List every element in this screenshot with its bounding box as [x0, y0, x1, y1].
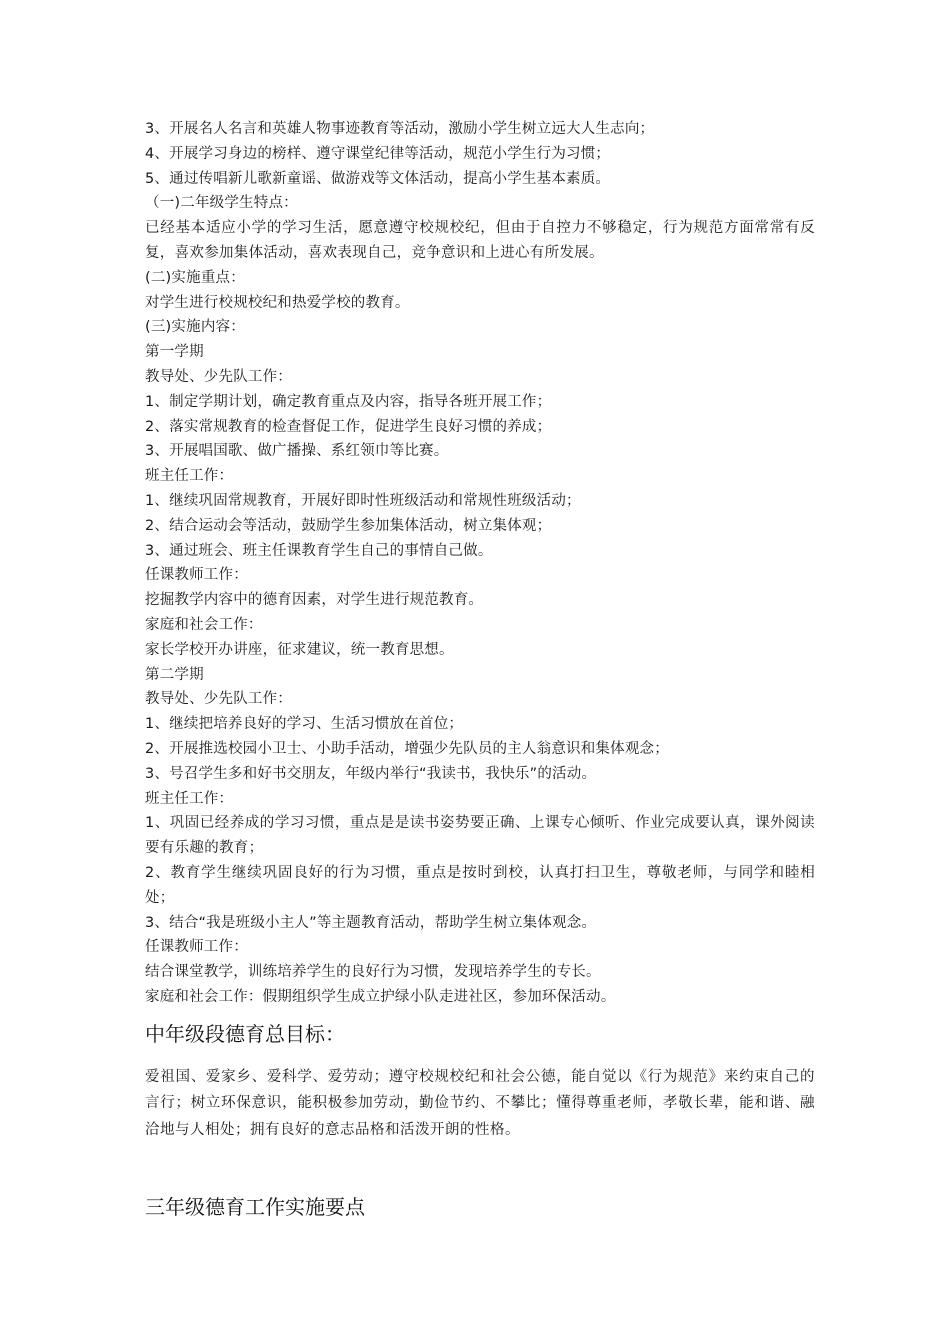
text-line: 家庭和社会工作： [145, 616, 263, 633]
text-line: 任课教师工作： [145, 939, 248, 956]
document-body [145, 117, 815, 1143]
text-line: (二)实施重点： [145, 269, 245, 286]
text-line: 1、继续把培养良好的学习、生活习惯放在首位； [145, 716, 464, 733]
text-line: 家庭和社会工作：假期组织学生成立护绿小队走进社区，参加环保活动。 [145, 988, 616, 1005]
text-line: 班主任工作： [145, 468, 234, 485]
text-line: 3、结合“我是班级小主人”等主题教育活动，帮助学生树立集体观念。 [145, 914, 597, 931]
mid-grade-goal-paragraph: 爱祖国、爱家乡、爱科学、爱劳动；遵守校规校纪和社会公德，能自觉以《行为规范》来约束自己的言行；树立环保意识，能积极参加劳动，勤俭节约、不攀比；懂得尊重老师，孝敬长辈，能和谐、融洽地与人相处；拥有良好的意志品格和活泼开朗的性格。 [145, 1068, 815, 1138]
text-line: 3、号召学生多和好书交朋友，年级内举行“我读书，我快乐”的活动。 [145, 765, 597, 782]
text-line: 2、开展推选校园小卫士、小助手活动，增强少先队员的主人翁意识和集体观念； [145, 740, 669, 757]
text-line: 教导处、少先队工作： [145, 691, 292, 708]
text-line: 3、开展唱国歌、做广播操、系红领巾等比赛。 [145, 443, 449, 460]
text-line: 1、继续巩固常规教育，开展好即时性班级活动和常规性班级活动； [145, 492, 581, 509]
text-line: 1、制定学期计划，确定教育重点及内容，指导各班开展工作； [145, 393, 552, 410]
grade3-section-heading: 三年级德育工作实施要点 [145, 1195, 365, 1219]
closing-list [145, 911, 815, 1010]
activity-list [145, 117, 815, 216]
text-line: 挖掘教学内容中的德育因素，对学生进行规范教育。 [145, 592, 484, 609]
text-line: 第一学期 [145, 344, 204, 361]
class-teacher-item-1: 1、巩固已经养成的学习习惯，重点是是读书姿势要正确、上课专心倾听、作业完成要认真，课外阅读要有乐趣的教育； [145, 815, 815, 857]
text-line: 教导处、少先队工作： [145, 368, 292, 385]
mid-grade-goal-heading: 中年级段德育总目标： [145, 1021, 345, 1046]
text-line: （一)二年级学生特点： [145, 195, 298, 212]
text-line: 2、落实常规教育的检查督促工作，促进学生良好习惯的养成； [145, 418, 552, 435]
text-line: 家长学校开办讲座，征求建议，统一教育思想。 [145, 641, 454, 658]
text-line: 5、通过传唱新儿歌新童谣、做游戏等文体活动，提高小学生基本素质。 [145, 170, 611, 187]
implementation-list [145, 266, 815, 812]
text-line: 3、开展名人名言和英雄人物事迹教育等活动，激励小学生树立远大人生志向； [145, 121, 655, 137]
text-line: 第二学期 [145, 666, 204, 683]
text-line: (三)实施内容： [145, 319, 245, 336]
text-line: 班主任工作： [145, 790, 234, 807]
text-line: 4、开展学习身边的榜样、遵守课堂纪律等活动，规范小学生行为习惯； [145, 145, 611, 162]
text-line: 3、通过班会、班主任课教育学生自己的事情自己做。 [145, 542, 493, 559]
text-line: 对学生进行校规校纪和热爱学校的教育。 [145, 294, 410, 311]
grade2-traits-paragraph: 已经基本适应小学的学习生活，愿意遵守校规校纪，但由于自控力不够稳定，行为规范方面常常有反复，喜欢参加集体活动，喜欢表现自己，竞争意识和上进心有所发展。 [145, 220, 815, 261]
text-line: 2、结合运动会等活动，鼓励学生参加集体活动，树立集体观； [145, 517, 552, 534]
text-line: 任课教师工作： [145, 567, 248, 584]
class-teacher-item-2: 2、教育学生继续巩固良好的行为习惯，重点是按时到校，认真打扫卫生，尊敬老师，与同学和睦相处； [145, 864, 815, 906]
text-line: 结合课堂教学，训练培养学生的良好行为习惯，发现培养学生的专长。 [145, 964, 601, 981]
